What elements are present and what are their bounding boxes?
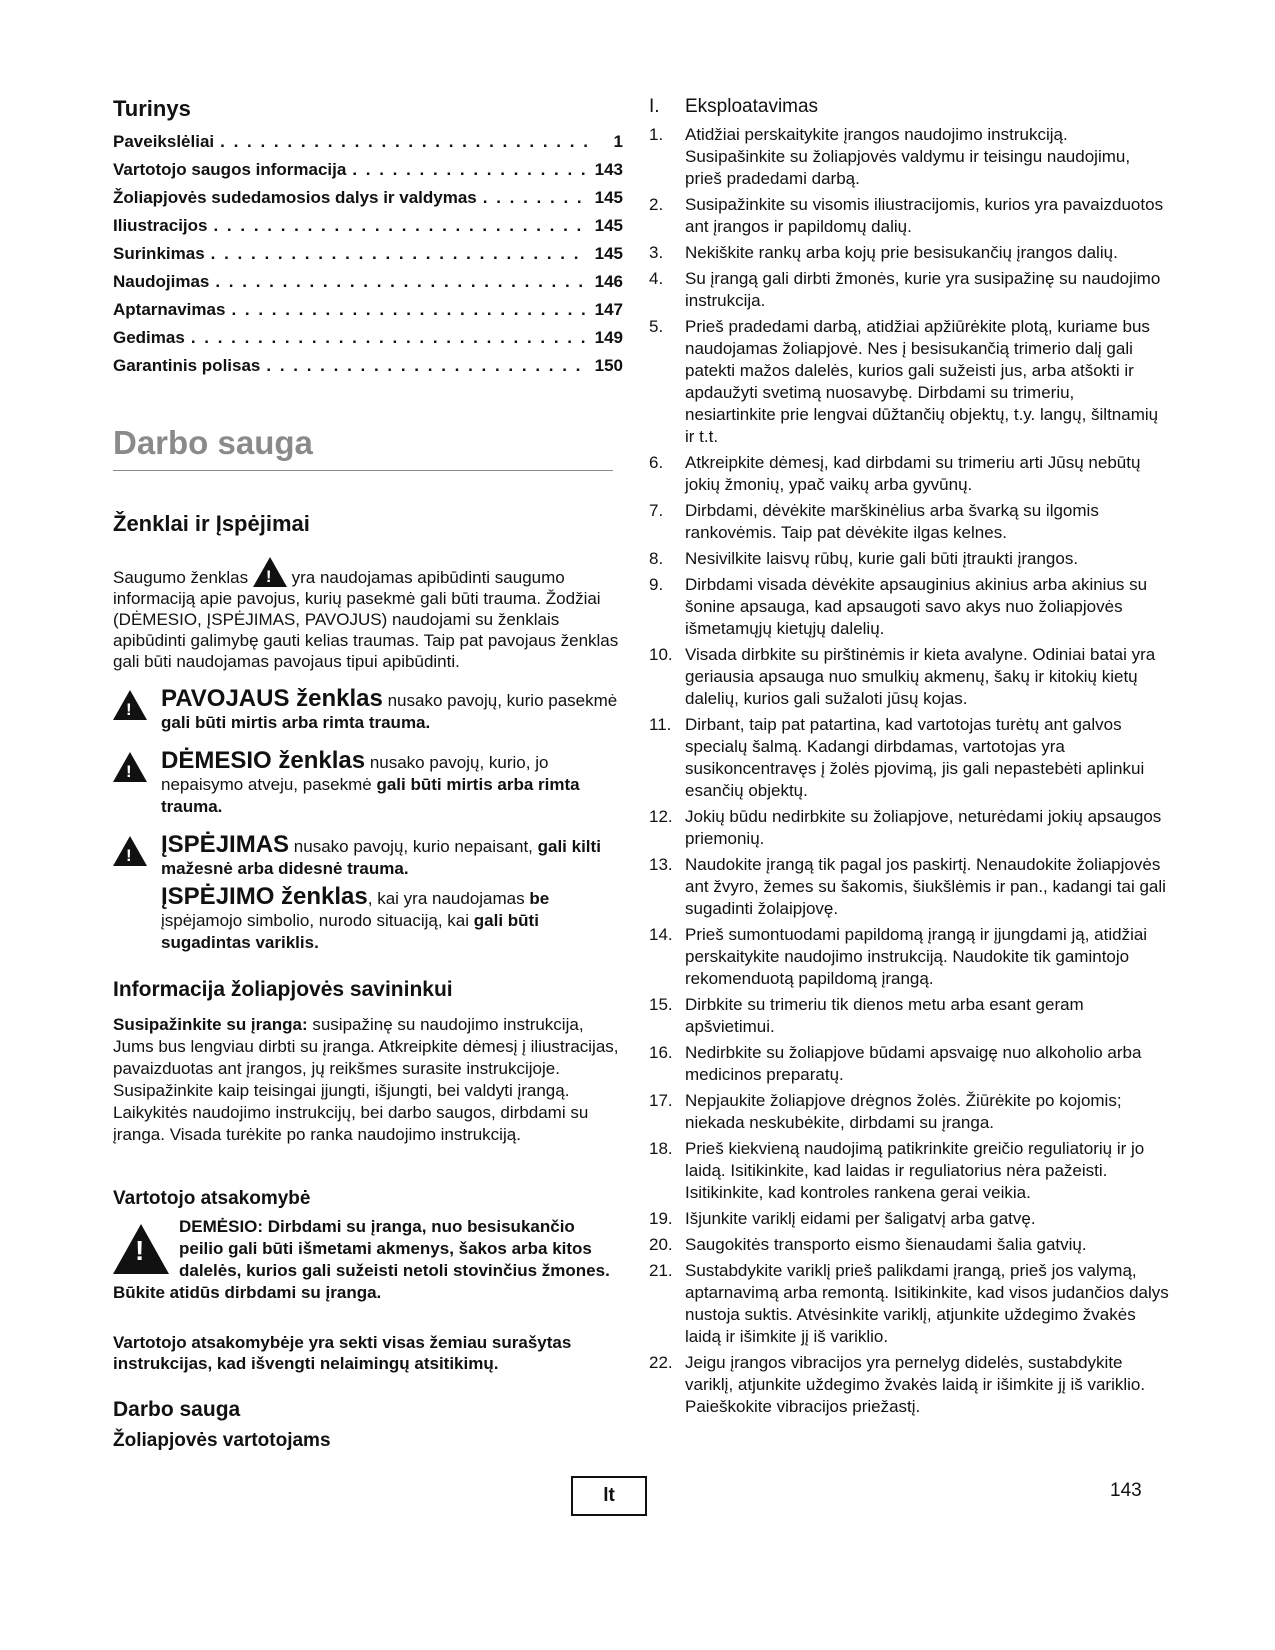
toc-entry	[113, 188, 623, 216]
list-item-number: 10.	[649, 645, 673, 664]
page-number: 143	[1110, 1480, 1142, 1501]
list-item	[649, 268, 1169, 312]
list-item-text: Nekiškite rankų arba kojų prie besisukančių įrangos dalių.	[685, 243, 1118, 262]
list-item	[649, 1208, 1169, 1230]
list-item	[649, 1352, 1169, 1418]
list-item-text: Nedirbkite su žoliapjove būdami apsvaigę nuo alkoholio arba medicinos preparatų.	[685, 1043, 1142, 1084]
toc-entry-page: 145	[594, 216, 623, 235]
toc-entry	[113, 356, 623, 384]
danger-text: nusako pavojų, kurio pasekmė	[387, 691, 618, 710]
list-item-text: Atkreipkite dėmesį, kad dirbdami su trimeriu arti Jūsų nebūtų jokių žmonių, ypač vaikų arba gyvūnų.	[685, 453, 1141, 494]
toc-leader-dots	[191, 328, 587, 348]
toc-entry	[113, 328, 623, 356]
list-item-number: 4.	[649, 269, 664, 288]
attention-title: DĖMESIO ženklas	[161, 747, 366, 774]
safety-alert-icon	[253, 557, 287, 587]
toc-leader-dots	[213, 216, 587, 236]
list-item	[649, 1260, 1169, 1348]
list-item-text: Prieš pradedami darbą, atidžiai apžiūrėkite plotą, kuriame bus naudojamas žoliapjovė. Nes į besisukančią trimerio dalį gali patekti mažos dalelės, kurios gali sužeisti jus, arba atšokti ir apdaužyti svetimą nuosavybę. Dirbdami su trimeriu, nesiartinkite prie lengvai dūžtančių objektų, t.y. langų, šiltnamių ir t.t.	[685, 317, 1159, 446]
warning-bold-text: gali kilti mažesnė arba didesnė trauma.	[161, 837, 601, 878]
language-badge: lt	[571, 1476, 647, 1516]
notice-text-1: , kai yra naudojamas	[367, 889, 525, 908]
toc-entry-name: Aptarnavimas	[113, 300, 226, 319]
signs-intro	[113, 557, 623, 672]
list-item-number: 6.	[649, 453, 664, 472]
danger-alert-icon	[113, 690, 147, 720]
list-item-text: Saugokitės transporto eismo šienaudami šalia gatvių.	[685, 1235, 1087, 1254]
list-item	[649, 452, 1169, 496]
list-item-text: Naudokite įrangą tik pagal jos paskirtį. Nenaudokite žoliapjovės ant žvyro, žemes su šakomis, šiukšlėmis ir pan., kadangi tai gali sugadinti žolaipjovę.	[685, 855, 1166, 918]
toc-leader-dots	[483, 188, 587, 208]
list-item	[649, 994, 1169, 1038]
list-item	[649, 644, 1169, 710]
list-item	[649, 242, 1169, 264]
left-column	[113, 96, 623, 1452]
warning-sign-block	[113, 831, 623, 954]
list-item-text: Visada dirbkite su pirštinėmis ir kieta avalyne. Odiniai batai yra geriausia apsauga nuo smulkių akmenų, šakų ir kitokių kietų dalelių, kurios gali sužaloti jūsų kojas.	[685, 645, 1156, 708]
list-item-number: 1.	[649, 125, 664, 144]
operation-list	[649, 124, 1169, 1418]
operation-title: Eksploatavimas	[685, 96, 819, 117]
list-item	[649, 854, 1169, 920]
danger-bold-text: gali būti mirtis arba rimta trauma.	[161, 713, 431, 732]
list-item	[649, 124, 1169, 190]
toc-leader-dots	[231, 300, 587, 320]
intro-text-after: yra naudojamas apibūdinti saugumo informaciją apie pavojus, kurių pasekmė gali būti trauma. Žodžiai (DĖMESIO, ĮSPĖJIMAS, PAVOJUS) naudojami su ženklais apibūdinti galimybę gauti kelias traumas. Taip pat pavojaus ženklas gali būti naudojamas pavojaus tipui apibūdinti.	[113, 568, 619, 671]
list-item-number: 12.	[649, 807, 673, 826]
list-item-number: 7.	[649, 501, 664, 520]
list-item-text: Jokių būdu nedirbkite su žoliapjove, neturėdami jokių apsaugos priemonių.	[685, 807, 1162, 848]
table-of-contents	[113, 132, 623, 384]
notice-bold-1: be	[529, 889, 550, 908]
danger-title: PAVOJAUS ženklas	[161, 685, 383, 712]
list-item-number: 5.	[649, 317, 664, 336]
owner-info-heading: Informacija žoliapjovės savininkui	[113, 978, 453, 1001]
list-item-number: 3.	[649, 243, 664, 262]
toc-entry-name: Žoliapjovės sudedamosios dalys ir valdymas	[113, 188, 477, 207]
warning-title: ĮSPĖJIMAS	[161, 831, 290, 858]
list-item-text: Dirbant, taip pat patartina, kad vartotojas turėtų ant galvos specialų šalmą. Kadangi dirbdamas, vartotojas yra susikoncentravęs į žolės pjovimą, jis gali nepastebėti aplinkui esančių objektų.	[685, 715, 1145, 800]
toc-entry-name: Iliustracijos	[113, 216, 208, 235]
list-item-number: 21.	[649, 1261, 673, 1280]
list-item-text: Nesivilkite laisvų rūbų, kurie gali būti įtraukti įrangos.	[685, 549, 1079, 568]
list-item	[649, 1042, 1169, 1086]
toc-leader-dots	[211, 244, 587, 264]
operation-number: I.	[649, 96, 660, 117]
list-item-text: Atidžiai perskaitykite įrangos naudojimo instrukciją. Susipašinkite su žoliapjovės valdymu ir teisingu naudojimu, prieš pradedami darbą.	[685, 125, 1131, 188]
warning-triangle-icon	[113, 1224, 169, 1274]
notice-bold-2: gali būti sugadintas variklis.	[161, 911, 539, 952]
list-item-number: 15.	[649, 995, 673, 1014]
toc-entry-page: 147	[594, 300, 623, 319]
list-item	[649, 1090, 1169, 1134]
list-item	[649, 574, 1169, 640]
toc-entry-name: Paveikslėliai	[113, 132, 215, 151]
toc-entry-page: 145	[594, 244, 623, 263]
list-item-text: Dirbdami, dėvėkite marškinėlius arba švarką su ilgomis rankovėmis. Taip pat dėvėkite ilgas kelnes.	[685, 501, 1099, 542]
toc-leader-dots	[266, 356, 587, 376]
section-title: Darbo sauga	[113, 424, 613, 471]
notice-title: ĮSPĖJIMO ženklas	[161, 883, 368, 910]
toc-entry-page: 143	[594, 160, 623, 179]
toc-leader-dots	[352, 160, 587, 180]
list-item	[649, 316, 1169, 448]
operation-heading	[649, 96, 1169, 118]
attention-bold-text: gali būti mirtis arba rimta trauma.	[161, 775, 580, 816]
toc-entry	[113, 160, 623, 188]
toc-entry	[113, 272, 623, 300]
list-item-text: Prieš kiekvieną naudojimą patikrinkite greičio reguliatorių ir jo laidą. Isitikinkite, kad laidas ir reguliatorius nėra pažeisti. Isitikinkite, kad kontroles rankena gerai veikia.	[685, 1139, 1145, 1202]
responsibility-warning-text: DEMĖSIO: Dirbdami su įranga, nuo besisukančio peilio gali būti išmetami akmenys, šakos arba kitos dalelės, kurios gali sužeisti netoli stovinčius žmones. Būkite atidūs dirbdami su įranga.	[113, 1217, 610, 1302]
toc-entry-name: Garantinis polisas	[113, 356, 261, 375]
list-item	[649, 714, 1169, 802]
responsibility-note: Vartotojo atsakomybėje yra sekti visas žemiau surašytas instrukcijas, kad išvengti nelaimingų atsitikimų.	[113, 1333, 572, 1373]
toc-entry-name: Gedimas	[113, 328, 185, 347]
toc-leader-dots	[220, 132, 587, 152]
toc-entry-name: Naudojimas	[113, 272, 210, 291]
list-item	[649, 924, 1169, 990]
toc-entry-page: 149	[594, 328, 623, 347]
signs-heading: Ženklai ir Įspėjimai	[113, 511, 310, 536]
list-item	[649, 500, 1169, 544]
toc-entry-page: 145	[594, 188, 623, 207]
list-item-text: Dirbkite su trimeriu tik dienos metu arba esant geram apšvietimui.	[685, 995, 1084, 1036]
notice-paragraph	[161, 883, 623, 954]
intro-text-before: Saugumo ženklas	[113, 568, 249, 587]
toc-entry	[113, 216, 623, 244]
list-item-number: 20.	[649, 1235, 673, 1254]
danger-sign-block	[113, 685, 623, 734]
list-item-text: Susipažinkite su visomis iliustracijomis, kurios yra pavaizduotos ant įrangos ir papildomų dalių.	[685, 195, 1164, 236]
warning-alert-icon	[113, 836, 147, 866]
toc-leader-dots	[215, 272, 587, 292]
toc-entry-page: 146	[594, 272, 623, 291]
safety-subheading: Žoliapjovės vartotojams	[113, 1430, 331, 1451]
list-item-number: 11.	[649, 715, 672, 734]
list-item	[649, 1138, 1169, 1204]
list-item-number: 16.	[649, 1043, 673, 1062]
list-item-text: Su įrangą gali dirbti žmonės, kurie yra susipažinę su naudojimo instrukcija.	[685, 269, 1161, 310]
list-item-number: 19.	[649, 1209, 673, 1228]
toc-entry	[113, 132, 623, 160]
list-item	[649, 194, 1169, 238]
list-item	[649, 806, 1169, 850]
toc-entry-name: Surinkimas	[113, 244, 205, 263]
warning-text: nusako pavojų, kurio nepaisant,	[293, 837, 533, 856]
list-item-number: 22.	[649, 1353, 673, 1372]
list-item-text: Nepjaukite žoliapjove drėgnos žolės. Žiūrėkite po kojomis; niekada neskubėkite, dirbdami su įranga.	[685, 1091, 1122, 1132]
list-item-number: 18.	[649, 1139, 673, 1158]
responsibility-heading: Vartotojo atsakomybė	[113, 1188, 311, 1209]
owner-info-body: susipažinę su naudojimo instrukcija, Jums bus lengviau dirbti su įranga. Atkreipkite dėmesį į iliustracijas, pavaizduotas ant įrangos, jų reikšmes surasite instrukcijoje. Susipažinkite kaip teisingai įjungti, išjungti, bei valdyti įrangą. Laikykitės naudojimo instrukcijų, bei darbo saugos, dirbdami su įranga. Visada turėkite po ranka naudojimo instrukciją.	[113, 1015, 619, 1144]
safety-heading: Darbo sauga	[113, 1398, 241, 1421]
list-item-text: Išjunkite variklį eidami per šaligatvį arba gatvę.	[685, 1209, 1036, 1228]
list-item-number: 13.	[649, 855, 673, 874]
toc-entry	[113, 300, 623, 328]
owner-info-text	[113, 1014, 623, 1146]
responsibility-warning	[113, 1216, 623, 1304]
attention-sign-block	[113, 747, 623, 818]
list-item-number: 14.	[649, 925, 673, 944]
list-item-number: 8.	[649, 549, 664, 568]
list-item	[649, 1234, 1169, 1256]
list-item-number: 9.	[649, 575, 664, 594]
right-column	[649, 96, 1169, 1422]
toc-entry-name: Vartotojo saugos informacija	[113, 160, 347, 179]
owner-info-lead: Susipažinkite su įranga:	[113, 1015, 308, 1034]
toc-title: Turinys	[113, 96, 191, 121]
toc-entry-page: 150	[594, 356, 623, 375]
notice-text-2: įspėjamojo simbolio, nurodo situaciją, kai	[161, 911, 470, 930]
list-item-text: Prieš sumontuodami papildomą įrangą ir įjungdami ją, atidžiai perskaitykite naudojimo instrukciją. Naudokite tik gamintojo rekomenduotą papildomą įrangą.	[685, 925, 1148, 988]
list-item-text: Dirbdami visada dėvėkite apsauginius akinius arba akinius su šonine apsauga, kad apsaugoti savo akys nuo žoliapjovės išmetamųjų kietųjų dalelių.	[685, 575, 1148, 638]
attention-alert-icon	[113, 752, 147, 782]
list-item-number: 17.	[649, 1091, 673, 1110]
list-item-number: 2.	[649, 195, 664, 214]
list-item-text: Sustabdykite variklį prieš palikdami įrangą, prieš jos valymą, aptarnavimą arba remontą. Isitikinkite, kad visos judančios dalys nustoja suktis. Atvėsinkite variklį, atjunkite uždegimo žvakės laidą ir išimkite jį iš variklio.	[685, 1261, 1169, 1346]
list-item-text: Jeigu įrangos vibracijos yra pernelyg didelės, sustabdykite variklį, atjunkite uždegimo žvakės laidą ir išimkite jį iš variklio. Paieškokite vibracijos priežastį.	[685, 1353, 1146, 1416]
attention-text: nusako pavojų, kurio, jo nepaisymo atveju, pasekmė	[161, 753, 549, 794]
list-item	[649, 548, 1169, 570]
toc-entry	[113, 244, 623, 272]
toc-entry-page: 1	[613, 132, 623, 151]
